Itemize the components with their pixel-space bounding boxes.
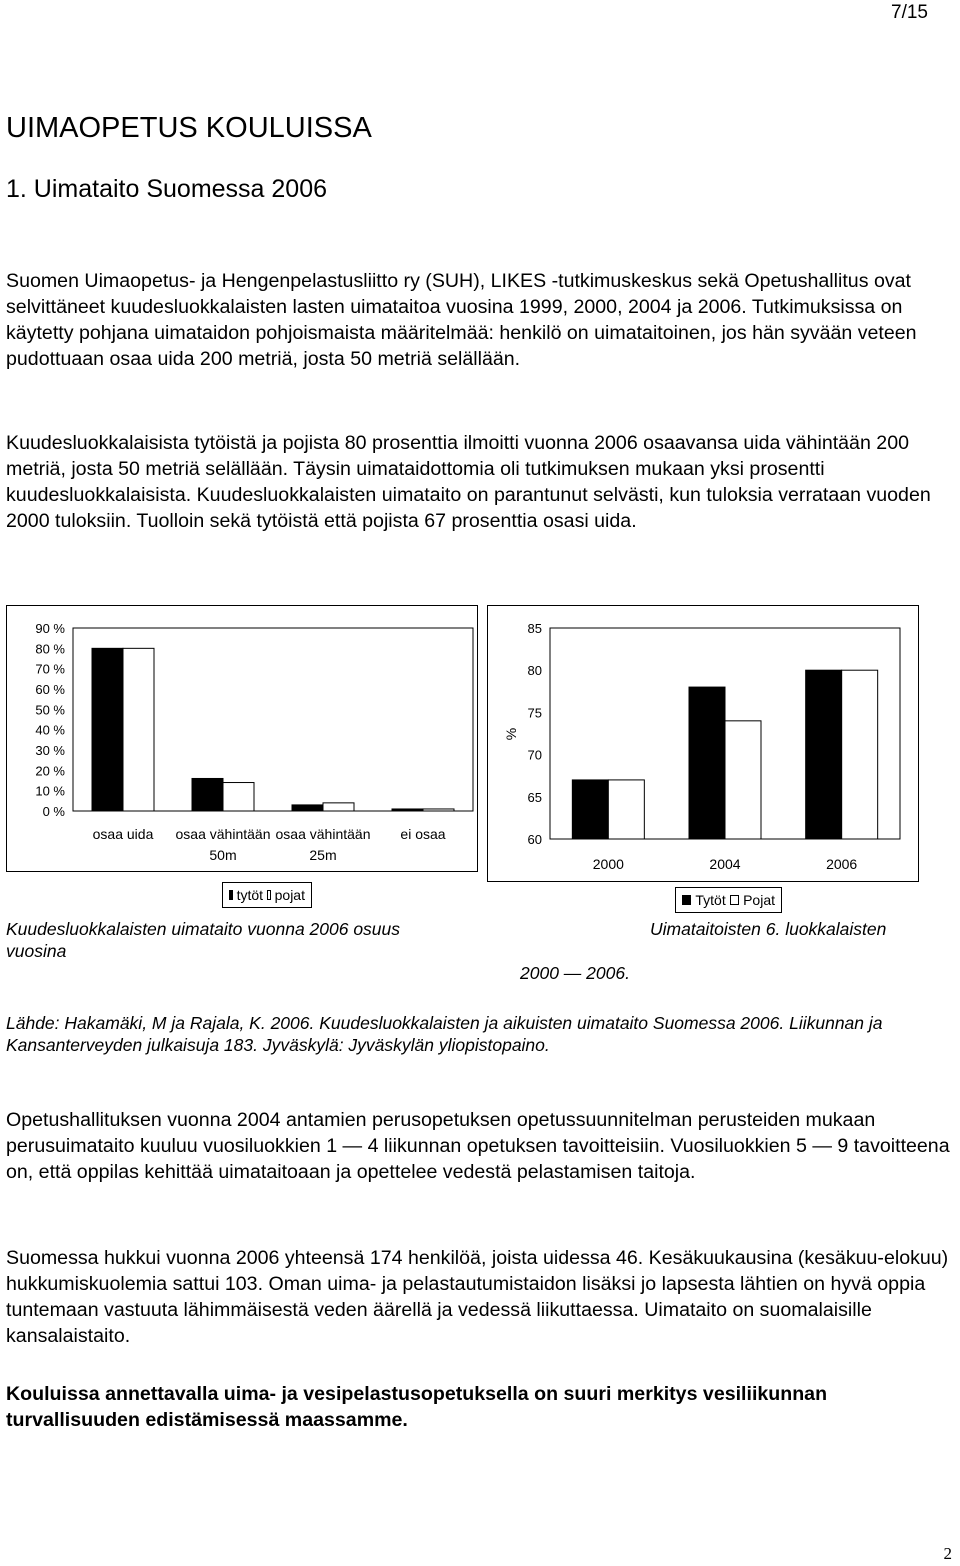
- drowning-paragraph: Suomessa hukkui vuonna 2006 yhteensä 174 henkilöä, joista uidessa 46. Kesäkuukausina (kesäkuu-elokuu) hukkumiskuolemia sattui 103. Oman uima- ja pelastautumistaidon lisäksi jo lapsesta lähtien on hyvä oppia tuntemaan vastuuta lähimmäisestä veden äärellä ja vedessä liikuttaessa. Uimataito on suomalaisille kansalaistaito.: [6, 1247, 949, 1347]
- x-tick-label: 50m: [209, 847, 237, 863]
- x-tick-label: ei osaa: [400, 826, 446, 842]
- legend-label-tytot-2: Tytöt: [695, 892, 726, 908]
- bar-pojat-2: [842, 670, 878, 839]
- x-tick-label: osaa vähintään: [275, 826, 371, 842]
- bar-tytöt-1: [192, 778, 223, 811]
- x-tick-label: osaa uida: [92, 826, 154, 842]
- bar-tytöt-1: [689, 687, 725, 839]
- document-title: UIMAOPETUS KOULUISSA: [6, 112, 372, 144]
- section-heading: 1. Uimataito Suomessa 2006: [6, 175, 328, 203]
- legend-swatch-tytot-2: [682, 895, 691, 905]
- y-tick-label: 50 %: [35, 702, 65, 718]
- chart-1-caption: Kuudesluokkalaisten uimataito vuonna 2006 osuus vuosina: [6, 919, 401, 961]
- y-tick-label: 40 %: [35, 722, 65, 738]
- legend-label-pojat: pojat: [274, 887, 305, 903]
- chart-2-legend: [675, 887, 782, 913]
- footer-page-number: 2: [943, 1544, 952, 1563]
- y-tick-label: 85: [527, 621, 542, 636]
- bar-pojat-1: [725, 721, 761, 839]
- chart-1: [7, 606, 477, 871]
- y-tick-label: 75: [527, 705, 542, 721]
- legend-swatch-pojat-2: [730, 895, 739, 905]
- y-tick-label: 80: [527, 663, 542, 679]
- bar-tytöt-2: [806, 670, 842, 839]
- y-tick-label: 20 %: [35, 763, 65, 779]
- legend-label-pojat-2: Pojat: [743, 892, 775, 908]
- y-tick-label: 70 %: [35, 661, 65, 677]
- bar-tytöt-2: [292, 805, 323, 811]
- bar-tytöt-3: [392, 809, 423, 811]
- legend-label-tytot: tytöt: [236, 887, 264, 903]
- y-tick-label: 10 %: [35, 783, 65, 799]
- y-tick-label: 70: [527, 747, 542, 763]
- x-tick-label: 2000: [592, 856, 624, 872]
- y-tick-label: 80 %: [35, 641, 65, 657]
- chart-1-legend: [222, 882, 312, 908]
- x-tick-label: 25m: [309, 847, 337, 863]
- chart-2-caption: Uimataitoisten 6. luokkalaisten: [650, 919, 887, 939]
- bar-pojat-0: [123, 648, 154, 811]
- x-tick-label: 2004: [709, 856, 741, 872]
- legend-swatch-tytot: [229, 890, 233, 900]
- y-axis-label: %: [503, 727, 519, 741]
- x-tick-label: osaa vähintään: [175, 826, 271, 842]
- bar-pojat-0: [608, 780, 644, 839]
- y-tick-label: 90 %: [35, 621, 65, 636]
- y-tick-label: 60 %: [35, 682, 65, 697]
- x-tick-label: 2006: [826, 856, 858, 872]
- results-paragraph: Kuudesluokkalaisista tytöistä ja pojista 80 prosenttia ilmoitti vuonna 2006 osaavansa uida vähintään 200 metriä, josta 50 metriä selällään. Täysin uimataidottomia oli tutkimuksen mukaan yksi prosentti kuudesluokkalaisista. Kuudesluokkalaisten uimataito on parantunut selvästi, kun tuloksia verrataan vuoden 2000 tuloksiin. Tuolloin sekä tytöistä että pojista 67 prosenttia osasi uida.: [6, 432, 931, 532]
- y-tick-label: 65: [527, 789, 542, 805]
- bar-pojat-2: [323, 803, 354, 811]
- source-citation: Lähde: Hakamäki, M ja Rajala, K. 2006. Kuudesluokkalaisten ja aikuisten uimataito Suomessa 2006. Liikunnan ja Kansanterveyden julkaisuja 183. Jyväskylä: Jyväskylän yliopistopaino.: [6, 1013, 883, 1055]
- chart-1-frame: [6, 605, 478, 872]
- chart-2-frame: [487, 605, 919, 882]
- chart-2: [488, 606, 918, 881]
- curriculum-paragraph: Opetushallituksen vuonna 2004 antamien perusopetuksen opetussuunnitelman perusteiden mukaan perusuimataito kuuluu vuosiluokkien 1 — 4 liikunnan opetuksen tavoitteisiin. Vuosiluokkien 5 — 9 tavoitteena on, että oppilas kehittää uimataitoaan ja opettelee vedestä pelastamisen taitoja.: [6, 1109, 950, 1183]
- bar-tytöt-0: [92, 648, 123, 811]
- years-caption: 2000 — 2006.: [520, 963, 630, 983]
- bar-tytöt-0: [572, 780, 608, 839]
- page-number: 7/15: [891, 2, 928, 23]
- conclusion-paragraph: Kouluissa annettavalla uima- ja vesipelastusopetuksella on suuri merkitys vesiliikunnan turvallisuuden edistämisessä maassamme.: [6, 1383, 828, 1431]
- y-tick-label: 30 %: [35, 743, 65, 758]
- bar-pojat-3: [423, 809, 454, 811]
- legend-swatch-pojat: [267, 890, 271, 900]
- intro-paragraph: Suomen Uimaopetus- ja Hengenpelastusliitto ry (SUH), LIKES -tutkimuskeskus sekä Opetushallitus ovat selvittäneet kuudesluokkalaisten lasten uimataitoa vuosina 1999, 2000, 2004 ja 2006. Tutkimuksissa on käytetty pohjana uimataidon pohjoismaista määritelmää: henkilö on uimataitoinen, jos hän syvään veteen pudottuaan osaa uida 200 metriä, josta 50 metriä selällään.: [6, 270, 917, 370]
- bar-pojat-1: [223, 783, 254, 811]
- y-tick-label: 60: [527, 832, 542, 847]
- y-tick-label: 0 %: [42, 804, 65, 819]
